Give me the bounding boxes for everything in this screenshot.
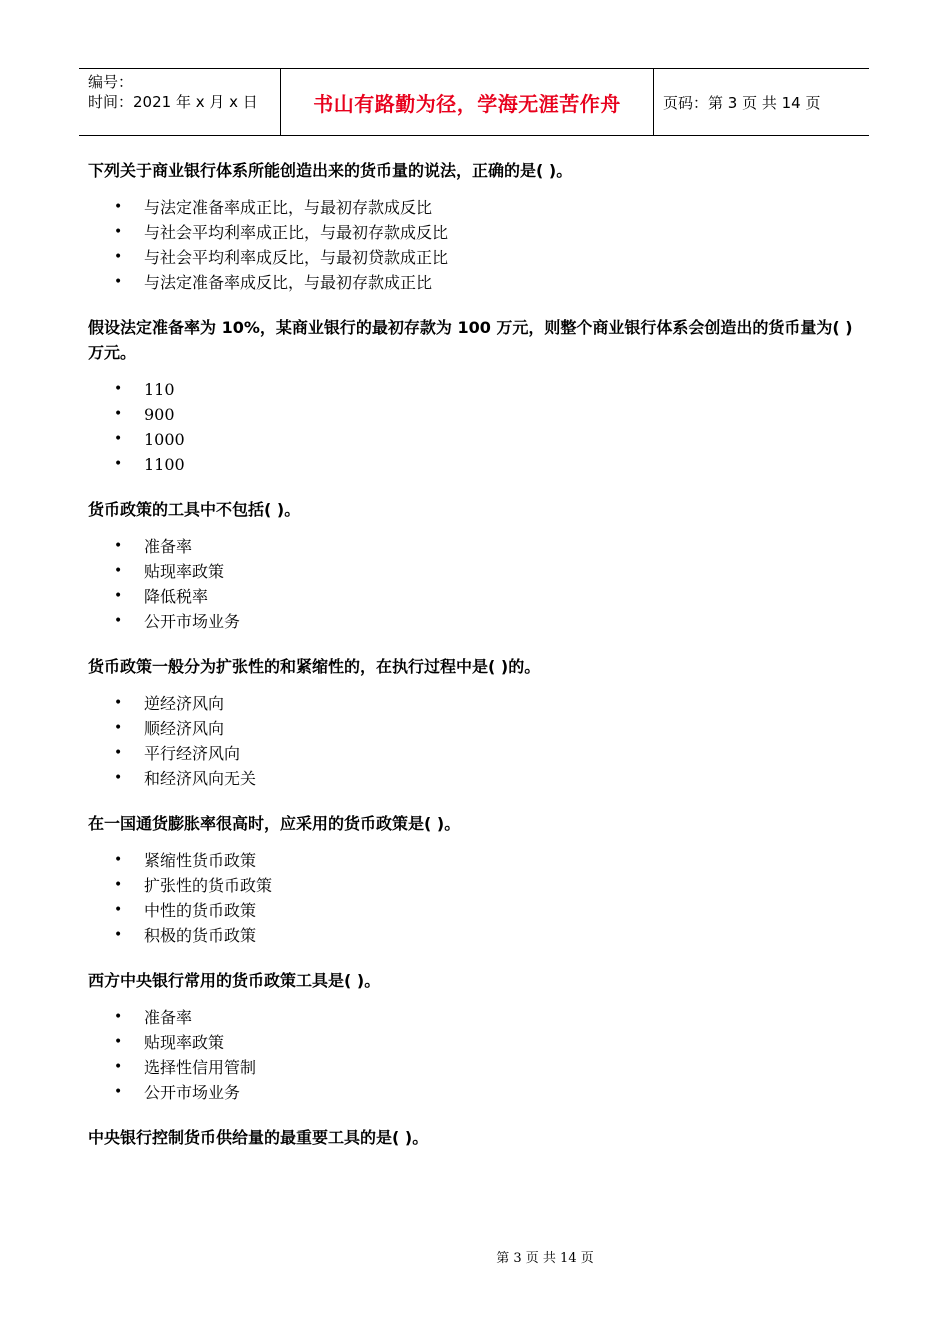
question-text: 下列关于商业银行体系所能创造出来的货币量的说法，正确的是( )。 — [88, 161, 573, 180]
option-item: • 准备率 — [88, 1005, 858, 1030]
option-item: • 与法定准备率成正比，与最初存款成反比 — [88, 195, 858, 220]
question-text: 假设法定准备率为 10%，某商业银行的最初存款为 100 万元，则整个商业银行体系会创造出的货币量为( )万元。 — [88, 318, 853, 362]
option-list — [88, 377, 858, 477]
option-item: • 900 — [88, 402, 858, 427]
option-list — [88, 195, 858, 295]
header-right-cell — [654, 69, 869, 135]
option-item: • 准备率 — [88, 534, 858, 559]
option-item: • 顺经济风向 — [88, 716, 858, 741]
option-item: • 紧缩性货币政策 — [88, 848, 858, 873]
option-item: • 公开市场业务 — [88, 609, 858, 634]
option-list — [88, 1005, 858, 1105]
option-item: • 与社会平均利率成正比，与最初存款成反比 — [88, 220, 858, 245]
question-block — [88, 968, 858, 1105]
option-item: • 中性的货币政策 — [88, 898, 858, 923]
page-info: 页码：第 3 页 共 14 页 — [663, 93, 821, 112]
option-item: • 公开市场业务 — [88, 1080, 858, 1105]
motto-text: 书山有路勤为径，学海无涯苦作舟 — [313, 91, 621, 116]
option-item: • 与社会平均利率成反比，与最初贷款成正比 — [88, 245, 858, 270]
option-item: • 1100 — [88, 452, 858, 477]
option-list — [88, 691, 858, 791]
option-list — [88, 848, 858, 948]
question-block — [88, 811, 858, 948]
option-item: • 逆经济风向 — [88, 691, 858, 716]
question-block — [88, 1125, 858, 1150]
number-label: 编号： — [88, 73, 134, 91]
question-text: 货币政策一般分为扩张性的和紧缩性的，在执行过程中是( )的。 — [88, 657, 541, 676]
question-text: 西方中央银行常用的货币政策工具是( )。 — [88, 971, 381, 990]
time-label: 时间：2021 年 x 月 x 日 — [88, 93, 258, 111]
question-block — [88, 315, 858, 477]
option-item: • 贴现率政策 — [88, 559, 858, 584]
question-block — [88, 497, 858, 634]
option-item: • 与法定准备率成反比，与最初存款成正比 — [88, 270, 858, 295]
option-item: • 贴现率政策 — [88, 1030, 858, 1055]
question-text: 在一国通货膨胀率很高时，应采用的货币政策是( )。 — [88, 814, 461, 833]
option-item: • 1000 — [88, 427, 858, 452]
option-item: • 积极的货币政策 — [88, 923, 858, 948]
question-block — [88, 158, 858, 295]
footer-page-number: 第 3 页 共 14 页 — [496, 1251, 594, 1266]
page-footer — [0, 1247, 950, 1266]
header-left-cell — [79, 69, 281, 135]
question-text: 货币政策的工具中不包括( )。 — [88, 500, 301, 519]
option-item: • 和经济风向无关 — [88, 766, 858, 791]
option-item: • 110 — [88, 377, 858, 402]
option-item: • 降低税率 — [88, 584, 858, 609]
option-item: • 选择性信用管制 — [88, 1055, 858, 1080]
page-header — [79, 68, 869, 136]
option-list — [88, 534, 858, 634]
question-list — [88, 158, 858, 1150]
option-item: • 扩张性的货币政策 — [88, 873, 858, 898]
option-item: • 平行经济风向 — [88, 741, 858, 766]
header-motto-cell — [281, 69, 654, 135]
question-text: 中央银行控制货币供给量的最重要工具的是( )。 — [88, 1128, 429, 1147]
question-block — [88, 654, 858, 791]
